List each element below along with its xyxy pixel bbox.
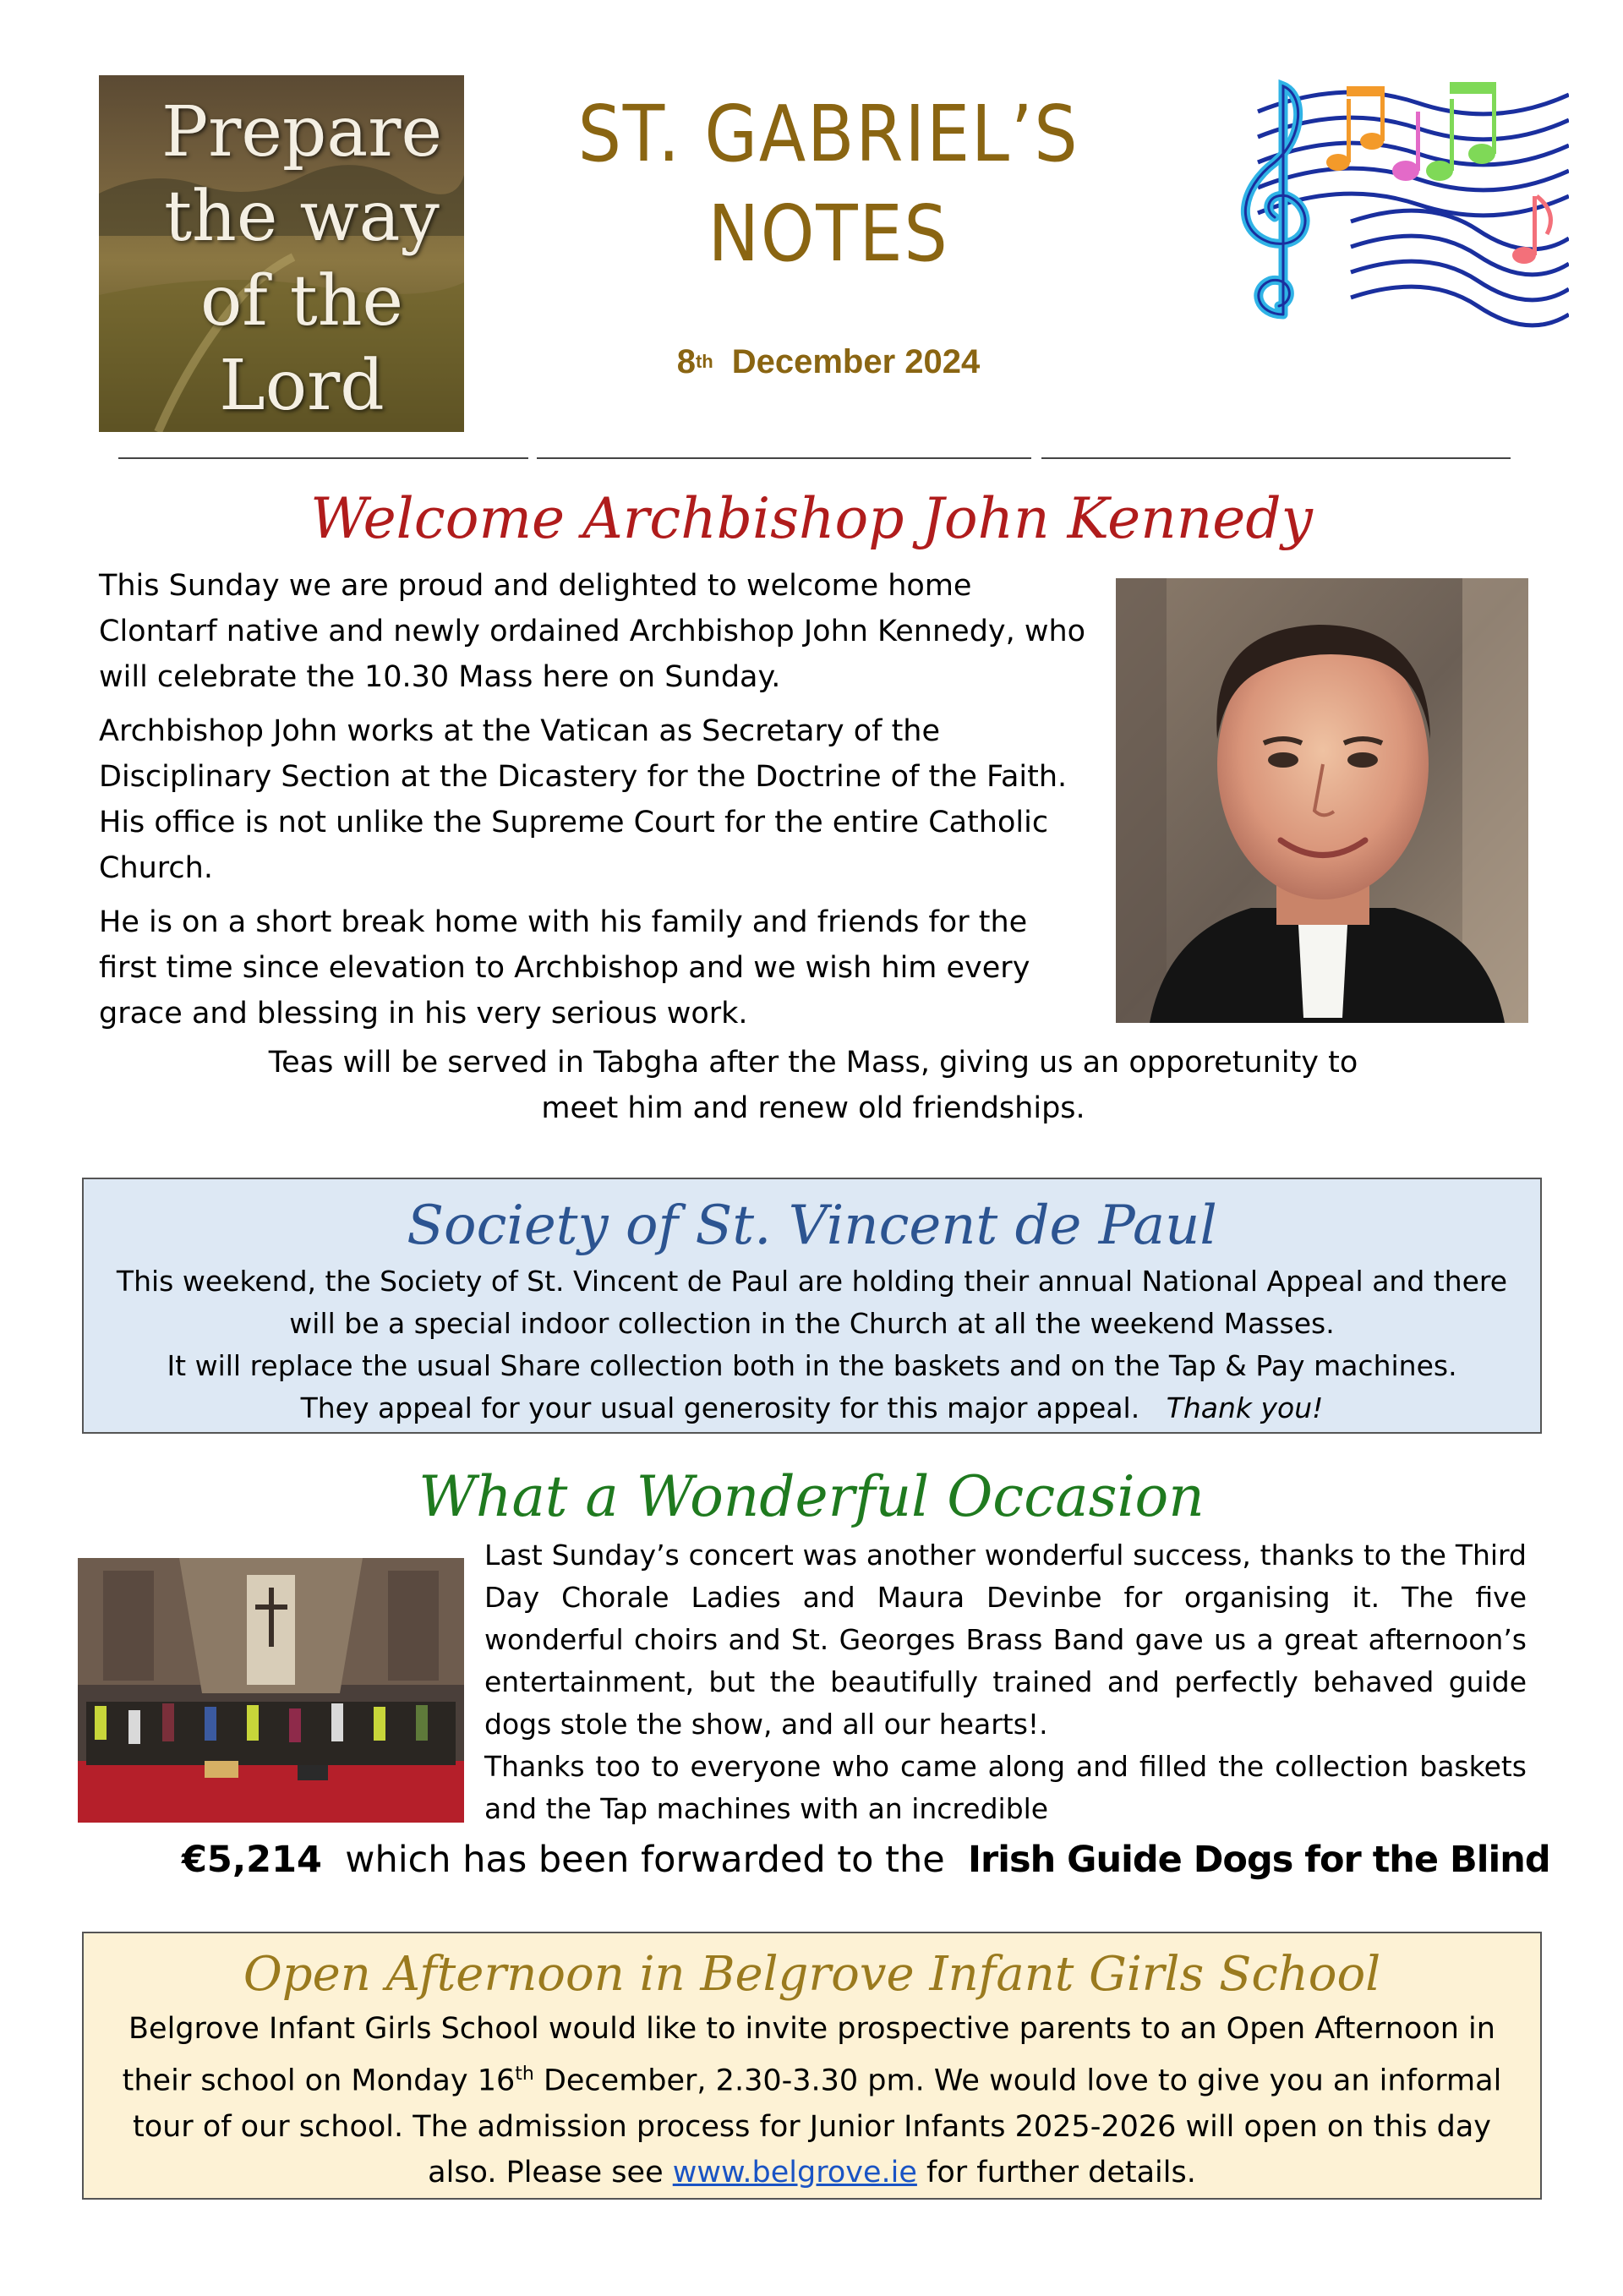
belgrove-line-2-start: their school on Monday 16 (122, 2064, 516, 2098)
belgrove-website-link[interactable]: www.belgrove.ie (672, 2155, 917, 2189)
collection-amount: €5,214 (182, 1839, 322, 1881)
collection-amount-text: which has been forwarded to the (345, 1839, 945, 1881)
issue-date-day: 8 (676, 343, 696, 380)
masthead-title (516, 85, 1140, 284)
svdp-line-3: It will replace the usual Share collection both in the baskets and on the Tap & Pay machines. (167, 1349, 1457, 1382)
belgrove-line-4-end: for further details. (916, 2155, 1196, 2189)
music-notes-icon (1224, 61, 1569, 330)
svdp-line-4-wrapper (84, 1387, 1540, 1430)
belgrove-line-3: tour of our school. The admission process for Junior Infants 2025-2026 will open on this day (132, 2109, 1492, 2144)
belgrove-line-2 (84, 2052, 1540, 2104)
header-divider-right (1041, 457, 1511, 459)
prepare-the-way-logo-image (99, 75, 464, 432)
occasion-paragraph-2: Thanks too to everyone who came along and filled the collection baskets and the Tap machines with an incredible (484, 1750, 1527, 1825)
belgrove-date-suffix: th (515, 2064, 534, 2085)
collection-amount-line (182, 1834, 1550, 1885)
teas-notice (99, 1040, 1527, 1131)
masthead-title-line-2: NOTES (708, 189, 949, 279)
welcome-paragraph-3: He is on a short break home with his family and friends for the first time since elevation to Archbishop and we wish him every grace and blessing in his very serious work. (99, 905, 1030, 1030)
svdp-text (84, 1260, 1540, 1430)
svdp-heading: Society of St. Vincent de Paul (407, 1194, 1217, 1257)
concert-group-graphic (78, 1558, 464, 1823)
concert-group-photo (78, 1558, 464, 1823)
occasion-heading: What a Wonderful Occasion (418, 1464, 1205, 1529)
archbishop-portrait-photo (1116, 578, 1528, 1023)
belgrove-open-afternoon-box (82, 1932, 1542, 2200)
logo-line-2: the way (164, 177, 440, 257)
issue-date-month-year: December 2024 (731, 343, 981, 380)
logo-line-1: Prepare (161, 92, 442, 172)
archbishop-portrait-graphic (1116, 578, 1528, 1023)
svdp-line-2: will be a special indoor collection in the Church at all the weekend Masses. (289, 1307, 1335, 1340)
issue-date (592, 343, 1065, 381)
belgrove-heading: Open Afternoon in Belgrove Infant Girls School (243, 1947, 1381, 2002)
occasion-paragraph-1: Last Sunday’s concert was another wonderful success, thanks to the Third Day Chorale Ladies and Maura Devinbe for organising it. The five wonderful choirs and St. Georges Brass Band gave us a great afternoon’s entertainment, but the beautifully trained and perfectly behaved guide dogs stole the show, and all our hearts!. (484, 1539, 1527, 1741)
header-divider-middle (537, 457, 1031, 459)
logo-line-3: of the (199, 261, 404, 342)
svdp-line-4: They appeal for your usual generosity for this major appeal. (300, 1391, 1140, 1424)
svdp-thanks: Thank you! (1166, 1391, 1324, 1424)
svdp-appeal-box (82, 1178, 1542, 1434)
welcome-paragraph-2: Archbishop John works at the Vatican as Secretary of the Disciplinary Section at the Dicastery for the Doctrine of the Faith. His office is not unlike the Supreme Court for the entire Catholic Church. (99, 714, 1068, 885)
belgrove-line-2-end: December, 2.30-3.30 pm. We would love to give you an informal (533, 2064, 1502, 2098)
welcome-paragraph-1: This Sunday we are proud and delighted to welcome home Clontarf native and newly ordained Archbishop John Kennedy, who will celebrate the 10.30 Mass here on Sunday. (99, 569, 1086, 694)
logo-line-4: Lord (219, 346, 385, 426)
belgrove-line-4 (84, 2150, 1540, 2195)
welcome-text (99, 563, 1088, 1045)
masthead-title-line-1: ST. GABRIEL’S (577, 89, 1079, 179)
welcome-heading: Welcome Archbishop John Kennedy (310, 486, 1313, 551)
issue-date-suffix: th (695, 351, 713, 372)
belgrove-line-4-start: also. Please see (428, 2155, 673, 2189)
svdp-line-1: This weekend, the Society of St. Vincent de Paul are holding their annual National Appeal and there (116, 1265, 1508, 1298)
header-divider-left (118, 457, 528, 459)
teas-notice-line-1: Teas will be served in Tabgha after the Mass, giving us an opporetunity to (268, 1046, 1358, 1080)
recipient-organisation: Irish Guide Dogs for the Blind (968, 1839, 1550, 1881)
teas-notice-line-2: meet him and renew old friendships. (541, 1091, 1085, 1125)
belgrove-text (84, 2006, 1540, 2195)
occasion-text (484, 1534, 1527, 1830)
belgrove-line-1: Belgrove Infant Girls School would like to invite prospective parents to an Open Afternoon in (128, 2012, 1495, 2046)
